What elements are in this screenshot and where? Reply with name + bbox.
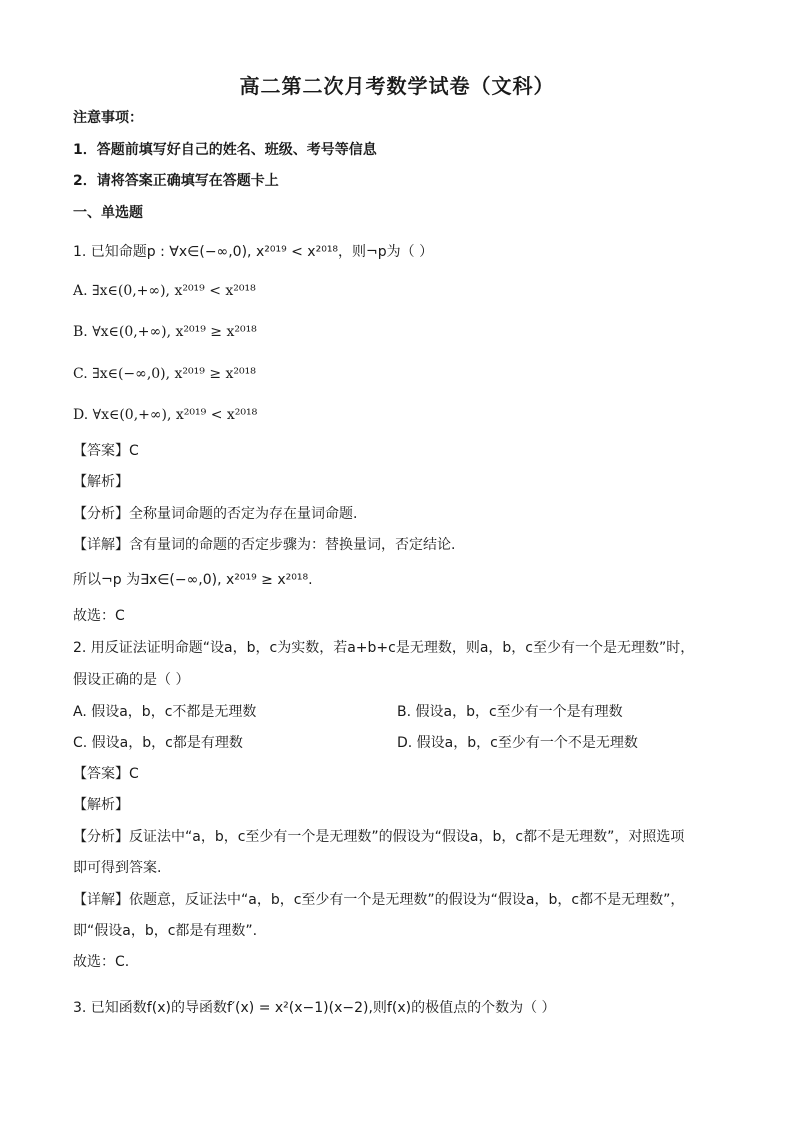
notes-item-1: 1．答题前填写好自己的姓名、班级、考号等信息: [73, 142, 377, 158]
q2-option-b: B. 假设a，b，c至少有一个是有理数: [397, 704, 623, 720]
q1-conclusion: 所以¬p 为∃x∈(−∞,0), x²⁰¹⁹ ≥ x²⁰¹⁸.: [73, 572, 313, 588]
q2-option-a: A. 假设a，b，c不都是无理数: [73, 704, 257, 720]
q2-detail-line2: 即“假设a，b，c都是有理数”.: [73, 923, 258, 939]
q1-stem: 1. 已知命题p : ∀x∈(−∞,0), x²⁰¹⁹ < x²⁰¹⁸，则¬p为（ ）: [73, 244, 434, 260]
q1-option-a: A. ∃x∈(0,+∞), x²⁰¹⁹ < x²⁰¹⁸: [73, 283, 256, 299]
q1-choose: 故选：C: [73, 608, 125, 624]
q2-option-c: C. 假设a，b，c都是有理数: [73, 735, 243, 751]
q2-detail-line1: 【详解】依题意，反证法中“a，b，c至少有一个是无理数”的假设为“假设a，b，c都不是无理数”，: [73, 892, 685, 908]
notes-item-2: 2．请将答案正确填写在答题卡上: [73, 173, 279, 189]
q1-option-c: C. ∃x∈(−∞,0), x²⁰¹⁹ ≥ x²⁰¹⁸: [73, 366, 256, 382]
q2-option-d: D. 假设a，b，c至少有一个不是无理数: [397, 735, 638, 751]
page-title: 高二第二次月考数学试卷（文科）: [239, 74, 555, 98]
q2-analysis-label: 【解析】: [73, 797, 129, 813]
q2-answer: 【答案】C: [73, 766, 139, 782]
q1-detail: 【详解】含有量词的命题的否定步骤为：替换量词，否定结论.: [73, 537, 456, 553]
q2-analysis-line2: 即可得到答案.: [73, 860, 162, 876]
q2-stem-line2: 假设正确的是（ ）: [73, 672, 190, 688]
q1-analysis: 【分析】全称量词命题的否定为存在量词命题.: [73, 506, 358, 522]
q1-option-d: D. ∀x∈(0,+∞), x²⁰¹⁹ < x²⁰¹⁸: [73, 407, 258, 423]
q2-choose: 故选：C.: [73, 954, 130, 970]
section-heading: 一、单选题: [73, 205, 143, 221]
q1-option-b: B. ∀x∈(0,+∞), x²⁰¹⁹ ≥ x²⁰¹⁸: [73, 324, 257, 340]
q1-answer: 【答案】C: [73, 443, 139, 459]
q2-analysis-line1: 【分析】反证法中“a，b，c至少有一个是无理数”的假设为“假设a，b，c都不是无理数”，对照选项: [73, 829, 685, 845]
q2-stem-line1: 2. 用反证法证明命题“设a，b，c为实数，若a+b+c是无理数，则a，b，c至少有一个是无理数”时，: [73, 640, 695, 656]
q1-analysis-label: 【解析】: [73, 474, 129, 490]
q3-stem: 3. 已知函数f(x)的导函数f′(x) = x²(x−1)(x−2),则f(x)的极值点的个数为（ ）: [73, 1000, 556, 1016]
notes-heading: 注意事项：: [73, 110, 143, 126]
